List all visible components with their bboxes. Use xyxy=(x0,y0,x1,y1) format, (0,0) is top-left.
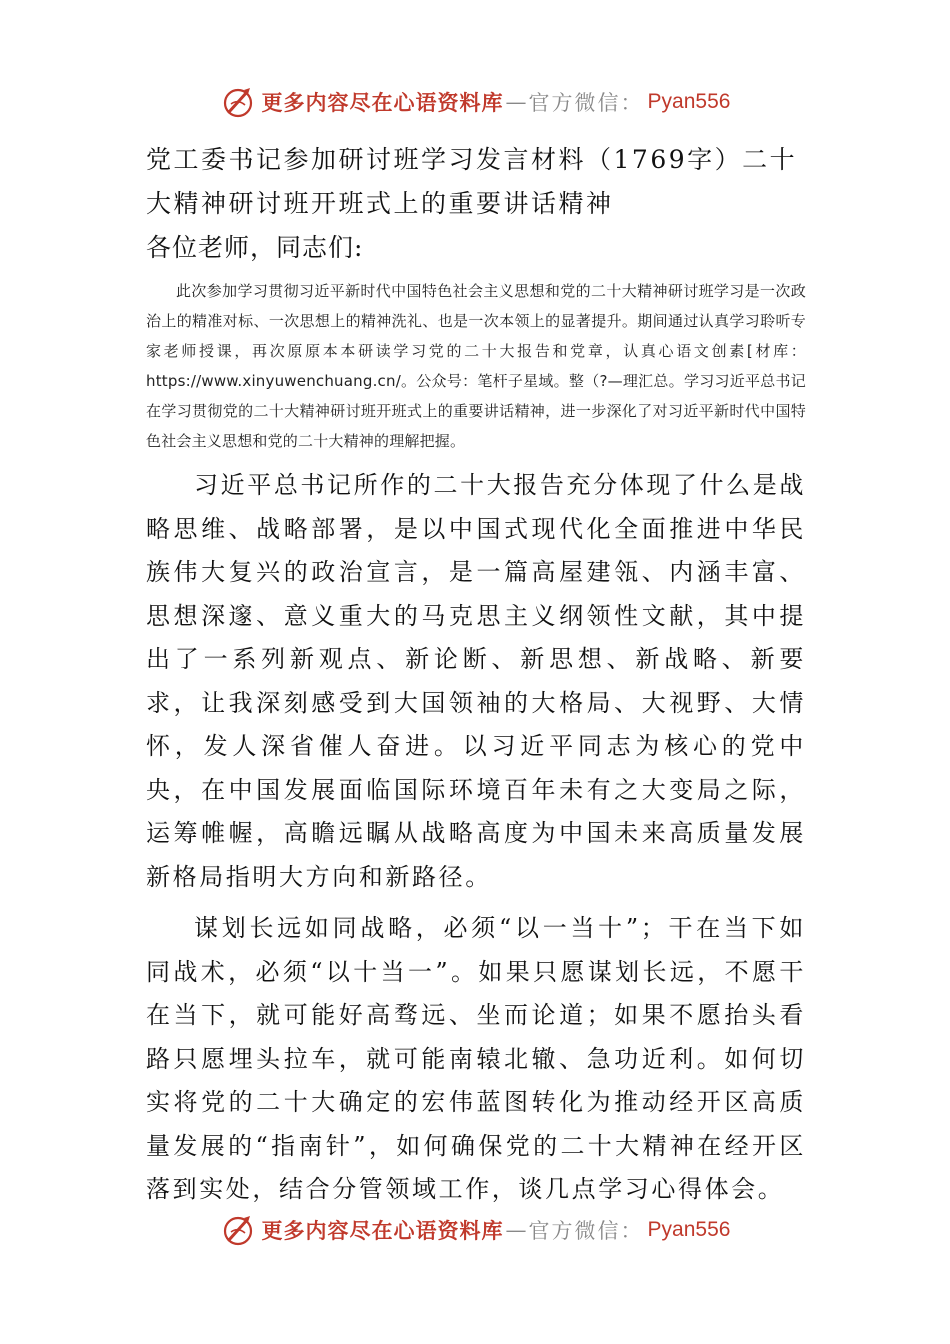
official-wechat-label: 官方微信： xyxy=(528,1219,644,1243)
wechat-id: Pyan556 xyxy=(647,90,731,113)
official-wechat-label: 官方微信： xyxy=(528,91,644,115)
brand-text: 更多内容尽在心语资料库 xyxy=(261,90,504,115)
pen-circle-logo-icon xyxy=(220,1212,256,1248)
intro-paragraph: 此次参加学习贯彻习近平新时代中国特色社会主义思想和党的二十大精神研讨班学习是一次政治上的精准对标、一次思想上的精神洗礼、也是一次本领上的显著提升。期间通过认真学习聆听专家老师授课，再次原原本本研读学习党的二十大报告和党章，认真心语文创素[材库：https://www.xinyuwenchuang.cn/。公众号：笔杆子星域。整（?—理汇总。学习习近平总书记在学习贯彻党的二十大精神研讨班开班式上的重要讲话精神，进一步深化了对习近平新时代中国特色社会主义思想和党的二十大精神的理解把握。 xyxy=(146,282,806,450)
document-body xyxy=(146,138,806,1212)
brand-separator: — xyxy=(505,90,527,114)
brand-separator: — xyxy=(505,1218,527,1242)
salutation: 各位老师，同志们: xyxy=(146,233,364,262)
brand-text: 更多内容尽在心语资料库 xyxy=(261,1218,504,1243)
wechat-id: Pyan556 xyxy=(647,1218,731,1241)
body-paragraph-1: 习近平总书记所作的二十大报告充分体现了什么是战略思维、战略部署，是以中国式现代化全面推进中华民族伟大复兴的政治宣言，是一篇高屋建瓴、内涵丰富、思想深邃、意义重大的马克思主义纲领性文献，其中提出了一系列新观点、新论断、新思想、新战略、新要求，让我深刻感受到大国领袖的大格局、大视野、大情怀，发人深省催人奋进。以习近平同志为核心的党中央，在中国发展面临国际环境百年未有之大变局之际，运筹帷幄，高瞻远瞩从战略高度为中国未来高质量发展新格局指明大方向和新路径。 xyxy=(146,471,806,891)
footer-banner xyxy=(0,1210,950,1250)
document-title: 党工委书记参加研讨班学习发言材料（1769字）二十大精神研讨班开班式上的重要讲话精神 xyxy=(146,145,798,218)
header-banner xyxy=(0,82,950,122)
body-paragraph-2: 谋划长远如同战略，必须“以一当十”；干在当下如同战术，必须“以十当一”。如果只愿谋划长远，不愿干在当下，就可能好高骛远、坐而论道；如果不愿抬头看路只愿埋头拉车，就可能南辕北辙、急功近利。如何切实将党的二十大确定的宏伟蓝图转化为推动经开区高质量发展的“指南针”，如何确保党的二十大精神在经开区落到实处，结合分管领域工作，谈几点学习心得体会。 xyxy=(146,914,806,1203)
pen-circle-logo-icon xyxy=(220,84,256,120)
